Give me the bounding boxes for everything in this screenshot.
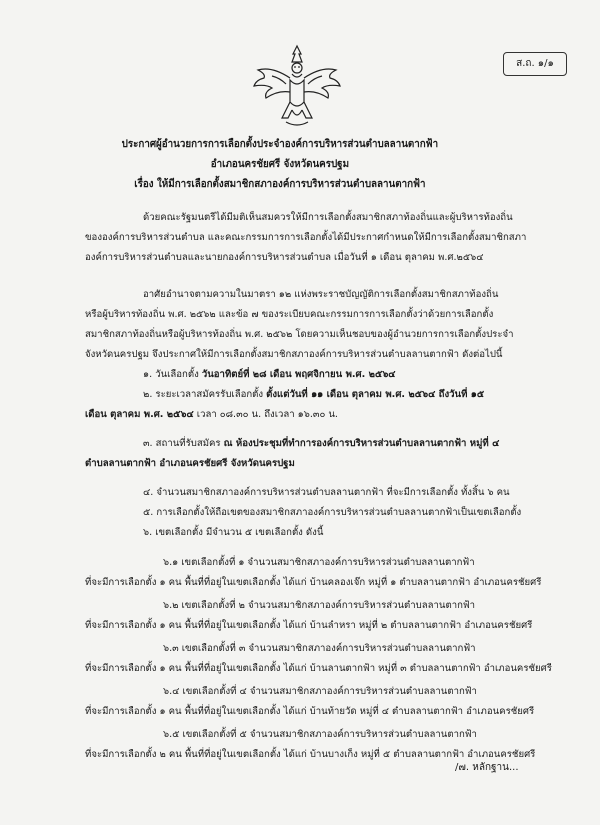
zone-4-line-1: ๖.๔ เขตเลือกตั้งที่ ๔ จำนวนสมาชิกสภาองค์การบริหารส่วนตำบลลานตากฟ้า (163, 686, 477, 697)
para1-line-2: ขององค์การบริหารส่วนตำบล และคณะกรรมการการเลือกตั้งได้มีประกาศกำหนดให้มีการเลือกตั้งสมาชิกสภา (85, 232, 527, 243)
item-3-value-2: ตำบลลานตากฟ้า อำเภอนครชัยศรี จังหวัดนครปฐม (85, 458, 295, 469)
para2-line-1: อาศัยอำนาจตามความในมาตรา ๑๒ แห่งพระราชบัญญัติการเลือกตั้งสมาชิกสภาท้องถิ่น (143, 289, 499, 300)
zone-5-line-1: ๖.๕ เขตเลือกตั้งที่ ๕ จำนวนสมาชิกสภาองค์การบริหารส่วนตำบลลานตากฟ้า (163, 729, 477, 740)
item-2-label: ๒. ระยะเวลาสมัครรับเลือกตั้ง (143, 389, 264, 400)
item-2-tail: เวลา ๐๘.๓๐ น. ถึงเวลา ๑๖.๓๐ น. (196, 409, 338, 420)
item-4: ๔. จำนวนสมาชิกสภาองค์การบริหารส่วนตำบลลานตากฟ้า ที่จะมีการเลือกตั้ง ทั้งสิ้น ๖ คน (143, 487, 510, 498)
zone-4-line-2: ที่จะมีการเลือกตั้ง ๑ คน พื้นที่ที่อยู่ในเขตเลือกตั้ง ได้แก่ บ้านท้ายวัด หมู่ที่ ๔ ตำบลลานตากฟ้า อำเภอนครชัยศรี (85, 706, 535, 717)
para1-line-3: องค์การบริหารส่วนตำบลและนายกองค์การบริหารส่วนตำบล เมื่อวันที่ ๑ เดือน ตุลาคม พ.ศ.๒๕๖๔ (85, 252, 484, 263)
item-2 (143, 388, 484, 402)
zone-1-line-1: ๖.๑ เขตเลือกตั้งที่ ๑ จำนวนสมาชิกสภาองค์การบริหารส่วนตำบลลานตากฟ้า (163, 557, 475, 568)
zone-2-line-2: ที่จะมีการเลือกตั้ง ๑ คน พื้นที่ที่อยู่ในเขตเลือกตั้ง ได้แก่ บ้านลำหรา หมู่ที่ ๒ ตำบลลานตากฟ้า อำเภอนครชัยศรี (85, 620, 533, 631)
heading-line-2: อำเภอนครชัยศรี จังหวัดนครปฐม (210, 158, 350, 170)
zone-3-line-2: ที่จะมีการเลือกตั้ง ๑ คน พื้นที่ที่อยู่ในเขตเลือกตั้ง ได้แก่ บ้านลานตากฟ้า หมู่ที่ ๓ ตำบลลานตากฟ้า อำเภอนครชัยศรี (85, 663, 552, 674)
item-2-value-2: เดือน ตุลาคม พ.ศ. ๒๕๖๔ (85, 409, 194, 420)
item-6: ๖. เขตเลือกตั้ง มีจำนวน ๕ เขตเลือกตั้ง ดังนี้ (143, 527, 324, 538)
item-1-label: ๑. วันเลือกตั้ง (143, 369, 199, 380)
zone-1-line-2: ที่จะมีการเลือกตั้ง ๑ คน พื้นที่ที่อยู่ในเขตเลือกตั้ง ได้แก่ บ้านคลองเจ๊ก หมู่ที่ ๑ ตำบลลานตากฟ้า อำเภอนครชัยศรี (85, 577, 542, 588)
para2-line-2: หรือผู้บริหารท้องถิ่น พ.ศ. ๒๕๖๒ และข้อ ๗ ของระเบียบคณะกรรมการการเลือกตั้งว่าด้วยการเลือกตั้ง (85, 309, 494, 320)
para2-line-3: สมาชิกสภาท้องถิ่นหรือผู้บริหารท้องถิ่น พ.ศ. ๒๕๖๒ โดยความเห็นชอบของผู้อำนวยการการเลือกตั้งประจำ (85, 329, 514, 340)
item-2-cont (85, 408, 338, 422)
zone-3-line-1: ๖.๓ เขตเลือกตั้งที่ ๓ จำนวนสมาชิกสภาองค์การบริหารส่วนตำบลลานตากฟ้า (163, 643, 476, 654)
item-5: ๕. การเลือกตั้งให้ถือเขตของสมาชิกสภาองค์การบริหารส่วนตำบลลานตากฟ้าเป็นเขตเลือกตั้ง (143, 507, 522, 518)
item-2-value-1: ตั้งแต่วันที่ ๑๑ เดือน ตุลาคม พ.ศ. ๒๕๖๔ ถึงวันที่ ๑๕ (266, 389, 485, 400)
form-code-box: ส.ถ. ๑/๑ (503, 52, 567, 76)
heading-subject: เรื่อง ให้มีการเลือกตั้งสมาชิกสภาองค์การบริหารส่วนตำบลลานตากฟ้า (134, 178, 426, 190)
item-1 (143, 368, 396, 382)
zone-2-line-1: ๖.๒ เขตเลือกตั้งที่ ๒ จำนวนสมาชิกสภาองค์การบริหารส่วนตำบลลานตากฟ้า (163, 600, 476, 611)
item-3 (143, 437, 499, 451)
para1-line-1: ด้วยคณะรัฐมนตรีได้มีมติเห็นสมควรให้มีการเลือกตั้งสมาชิกสภาท้องถิ่นและผู้บริหารท้องถิ่น (143, 212, 513, 223)
item-1-value: วันอาทิตย์ที่ ๒๘ เดือน พฤศจิกายน พ.ศ. ๒๕๖๔ (201, 369, 396, 380)
item-3-label: ๓. สถานที่รับสมัคร (143, 438, 221, 449)
garuda-emblem-icon (252, 40, 342, 132)
continuation-note: /๗. หลักฐาน... (455, 762, 519, 773)
para2-line-4: จังหวัดนครปฐม จึงประกาศให้มีการเลือกตั้งสมาชิกสภาองค์การบริหารส่วนตำบลลานตากฟ้า ดังต่อไปนี้ (85, 349, 503, 360)
zone-5-line-2: ที่จะมีการเลือกตั้ง ๒ คน พื้นที่ที่อยู่ในเขตเลือกตั้ง ได้แก่ บ้านบางเก็ง หมู่ที่ ๕ ตำบลลานตากฟ้า อำเภอนครชัยศรี (85, 749, 536, 760)
item-3-value-1: ณ ห้องประชุมที่ทำการองค์การบริหารส่วนตำบลลานตากฟ้า หมู่ที่ ๔ (223, 438, 500, 449)
heading-line-1: ประกาศผู้อำนวยการการเลือกตั้งประจำองค์การบริหารส่วนตำบลลานตากฟ้า (121, 138, 439, 150)
